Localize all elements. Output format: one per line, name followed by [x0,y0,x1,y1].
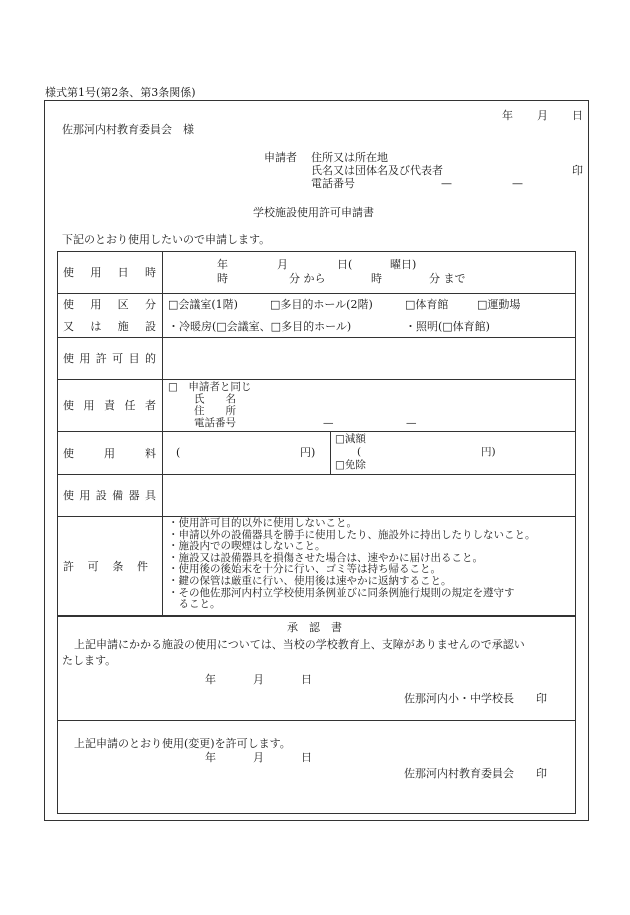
manager-address-label: 住 所 [194,405,236,417]
option-multipurpose-hall[interactable]: □多目的ホール(2階) [270,298,373,311]
label-category: 使 用 区 分 [63,298,156,311]
manager-phone-dash-1: — [323,417,334,429]
manager-same-checkbox[interactable]: □ 申請者と同じ [168,381,252,393]
date-month: 月 [537,109,548,122]
approval-date-day: 日 [301,673,312,686]
approval-text-line2: たします。 [62,654,117,667]
permission-board: 佐那河内村教育委員会 [404,767,514,780]
approval-text-line1: 上記申請にかかる施設の使用については、当校の学校教育上、支障がありませんので承認い [74,638,525,651]
manager-name-label: 氏 名 [194,393,236,405]
fee-open-paren: ( [176,446,181,459]
datetime-start-hour: 時 [217,272,228,285]
date-year: 年 [502,109,513,122]
conditions-list [168,518,576,611]
condition-item: ・申請以外の設備器具を勝手に使用したり、施設外に持出したりしないこと。 [168,528,536,541]
applicant-name-label: 氏名又は団体名及び代表者 [311,164,443,177]
approval-date-month: 月 [253,673,264,686]
label-fee: 使 用 料 [63,446,156,460]
applicant-phone-dash-2: — [512,177,523,190]
permission-date-month: 月 [253,751,264,764]
fee-reduction-checkbox[interactable]: □減額 [335,433,366,445]
datetime-start-minute: 分 から [289,272,326,285]
date-day: 日 [572,109,583,122]
approval-seal: 印 [536,692,547,705]
option-gymnasium[interactable]: □体育館 [405,298,449,311]
form-number: 様式第1号(第2条、第3条関係) [45,86,196,99]
condition-item: ること。 [168,598,221,611]
applicant-heading: 申請者 [264,151,297,164]
condition-item: ・使用後の後始末を十分に行い、ゴミ等は持ち帰ること。 [168,563,441,576]
label-conditions: 許 可 条 件 [63,560,148,573]
manager-phone-label: 電話番号 [194,417,236,429]
approval-divider [57,720,576,721]
permission-date-day: 日 [301,751,312,764]
approval-principal: 佐那河内小・中学校長 [404,692,514,705]
label-column-divider [162,251,163,616]
datetime-year: 年 [217,258,228,271]
condition-item: ・施設又は設備器具を損傷させた場合は、速やかに届け出ること。 [168,551,483,564]
applicant-phone-dash-1: — [441,177,452,190]
datetime-end-hour: 時 [371,272,382,285]
permission-date-year: 年 [205,751,216,764]
datetime-end-minute: 分 まで [429,272,466,285]
label-manager: 使 用 責 任 者 [63,399,156,412]
label-equipment: 使 用 設 備 器 具 [63,489,156,502]
option-meeting-room[interactable]: □会議室(1階) [168,298,238,311]
condition-item: ・鍵の保管は厳重に行い、使用後は速やかに返納すること。 [168,574,452,587]
row-divider [57,293,576,294]
permission-seal: 印 [536,767,547,780]
label-datetime: 使 用 日 時 [63,266,156,279]
fee-reduction-open-paren: ( [357,446,362,458]
applicant-address-label: 住所又は所在地 [311,151,388,164]
label-purpose: 使 用 許 可 目 的 [63,352,156,365]
fee-column-divider [330,431,331,474]
fee-exemption-checkbox[interactable]: □免除 [335,459,366,471]
condition-item: ・使用許可目的以外に使用しないこと。 [168,517,357,529]
addressee: 佐那河内村教育委員会 様 [62,123,194,136]
datetime-day: 日( [337,258,353,271]
condition-item: ・その他佐那河内村立学校使用条例並びに同条例施行規則の規定を遵守す [168,586,515,599]
manager-phone-dash-2: — [406,417,417,429]
intro-text: 下記のとおり使用したいので申請します。 [62,233,271,246]
condition-item: ・施設内での喫煙はしないこと。 [168,540,326,553]
option-sports-ground[interactable]: □運動場 [477,298,521,311]
datetime-weekday: 曜日) [390,258,417,271]
approval-date-year: 年 [205,673,216,686]
applicant-seal: 印 [572,164,583,177]
label-facility: 又 は 施 設 [63,320,156,333]
applicant-phone-label: 電話番号 [311,177,355,190]
document-title: 学校施設使用許可申請書 [253,206,374,219]
option-hvac[interactable]: ・冷暖房(□会議室、□多目的ホール) [168,320,352,333]
fee-yen: 円) [300,446,316,459]
option-lighting[interactable]: ・照明(□体育館) [405,320,490,333]
fee-reduction-yen: 円) [481,446,496,458]
permission-text: 上記申請のとおり使用(変更)を許可します。 [74,737,291,750]
approval-title: 承 認 書 [287,621,342,634]
datetime-month: 月 [277,258,288,271]
